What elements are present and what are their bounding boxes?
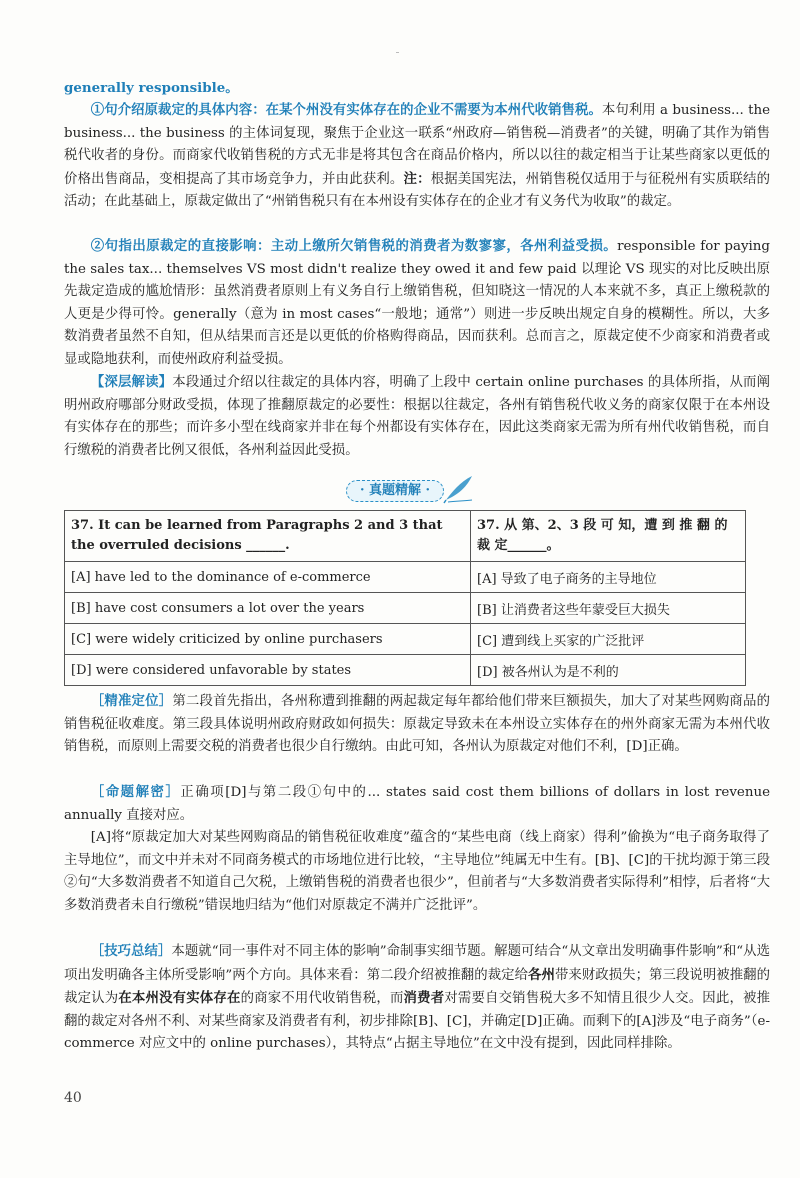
deep-reading-label: 【深层解读】 — [90, 374, 173, 390]
deep-reading — [64, 371, 770, 462]
decode-body: 正确项[D]与第二段①句中的... states said cost them billions of dollars in lost revenue annually 直接对应。 — [64, 785, 771, 823]
skill-body-2: 带来财政损失；第三段说明被推翻的裁定认为 — [64, 967, 771, 1007]
para1-heading: ①句介绍原裁定的具体内容：在某个州没有实体存在的企业不需要为本州代收销售税。 — [90, 102, 602, 118]
skill-bold-1: 各州 — [528, 966, 555, 983]
option-d-zh: [D] 被各州认为是不利的 — [471, 655, 746, 686]
option-c-zh: [C] 遭到线上买家的广泛批评 — [471, 624, 746, 655]
page-number: 40 — [64, 1090, 82, 1106]
para1-note-label: 注： — [403, 170, 431, 187]
option-row-d — [65, 655, 746, 686]
skill-bold-2: 在本州没有实体存在 — [118, 990, 241, 1007]
intro-line: generally responsible。 — [64, 80, 239, 96]
locate-label: ［精准定位］ — [90, 693, 173, 709]
skill-summary — [64, 940, 770, 1056]
skill-bold-3: 消费者 — [403, 990, 445, 1007]
question-decode — [64, 781, 770, 827]
option-d-en: [D] were considered unfavorable by states — [65, 655, 471, 686]
decode-label: ［命题解密］ — [90, 784, 181, 800]
locate-body: 第二段首先指出，各州称遭到推翻的两起裁定每年都给他们带来巨额损失，加大了对某些网购商品的销售税征收难度。第三段具体说明州政府财政如何损失：原裁定导致未在本州设立实体存在的州外商家无需为本州代收销售税，而原则上需要交税的消费者也很少自行缴纳。由此可知，各州认为原裁定对他们不利，[D]正确。 — [64, 694, 770, 755]
section-banner — [290, 478, 490, 504]
para2-heading: ②句指出原裁定的直接影响：主动上缴所欠销售税的消费者为数寥寥，各州利益受损。 — [90, 238, 618, 254]
feather-pen-icon — [442, 474, 476, 504]
skill-body-3: 的商家不用代收销售税，而 — [240, 991, 404, 1007]
decode-analysis: [A]将“原裁定加大对某些网购商品的销售税征收难度”蕴含的“某些电商（线上商家）得利”偷换为“电子商务取得了主导地位”，而文中并未对不同商务模式的市场地位进行比较，“主导地位”纯属无中生有。[B]、[C]的干扰均源于第三段②句“大多数消费者不知道自己欠税，上缴销售税的消费者也很少”，但前者与“大多数消费者实际得利”相悖，后者将“大多数消费者未自行缴税”错误地归结为“他们对原裁定不满并广泛批评”。 — [64, 830, 770, 913]
skill-body-4: 对需要自交销售税大多不知情且很少人交。因此，被推翻的裁定对各州不利、对某些商家及消费者有利，初步排除[B]、[C]，并确定[D]正确。而剩下的[A]涉及“电子商务”（e-commerce 对应文中的 online purchases），其特点“占据主导地位”在文中没有提到，因此同样排除。 — [64, 991, 771, 1052]
question-row — [65, 511, 746, 562]
deep-reading-body: 本段通过介绍以往裁定的具体内容，明确了上段中 certain online purchases 的具体所指，从而阐明州政府哪部分财政受损，体现了推翻原裁定的必要性：根据以往裁定，各州有销售税代收义务的商家仅限于在本州设有实体存在的那些；而许多小型在线商家并非在每个州都设有实体存在，因此这类商家无需为所有州代收销售税，而自行缴税的消费者比例又很低，各州利益因此受损。 — [64, 375, 771, 458]
question-table — [64, 510, 746, 686]
option-row-a — [65, 562, 746, 593]
question-en: 37. It can be learned from Paragraphs 2 and 3 that the overruled decisions ______. — [65, 511, 471, 562]
para1-note: 根据美国宪法，州销售税仅适用于与征税州有实质联结的活动；在此基础上，原裁定做出了“州销售税只有在本州设有实体存在的企业才有义务代为收取”的裁定。 — [64, 171, 771, 210]
question-zh: 37. 从 第、2、3 段 可 知，遭 到 推 翻 的 裁 定______。 — [471, 511, 746, 562]
option-b-en: [B] have cost consumers a lot over the years — [65, 593, 471, 624]
option-a-en: [A] have led to the dominance of e-commerce — [65, 562, 471, 593]
para1-body: 本句利用 a business... the business... the business 的主体词复现，聚焦于企业这一联系“州政府—销售税—消费者”的关键，明确了其作为销售税代收者的身份。而商家代收销售税的方式无非是将其包含在商品价格内，所以以往的裁定相当于让某些商家以更低的价格出售商品，变相提高了其市场竞争力，并由此获利。 — [64, 103, 770, 187]
option-row-c — [65, 624, 746, 655]
option-row-b — [65, 593, 746, 624]
skill-body-1: 本题就“同一事件对不同主体的影响”命制事实细节题。解题可结合“从文章出发明确事件影响”和“从选项出发明确各主体所受影响”两个方向。具体来看：第二段介绍被推翻的裁定给 — [64, 944, 771, 983]
para2-body: responsible for paying the sales tax... themselves VS most didn't realize they owed it and few paid 以理论 VS 现实的对比反映出原先裁定造成的尴尬情形：虽然消费者原则上有义务自行上缴销售税，但知晓这一情况的人本来就不多，真正上缴税款的人更是少得可怜。generally（意为 in most cases“一般地；通常”）则进一步反映出规定自身的模糊性。所以，大多数消费者虽然不自知，但从结果而言还是以更低的价格购得商品，因而获利。总而言之，原裁定使不少商家和消费者或显或隐地获利，而使州政府利益受损。 — [64, 239, 770, 367]
precise-locate — [64, 690, 770, 759]
option-b-zh: [B] 让消费者这些年蒙受巨大损失 — [471, 593, 746, 624]
paragraph-2 — [64, 235, 770, 372]
top-mark — [396, 52, 399, 53]
banner-title: · 真题精解 · — [346, 480, 444, 502]
skill-label: ［技巧总结］ — [90, 943, 172, 959]
option-a-zh: [A] 导致了电子商务的主导地位 — [471, 562, 746, 593]
option-c-en: [C] were widely criticized by online purchasers — [65, 624, 471, 655]
paragraph-1 — [64, 99, 770, 214]
